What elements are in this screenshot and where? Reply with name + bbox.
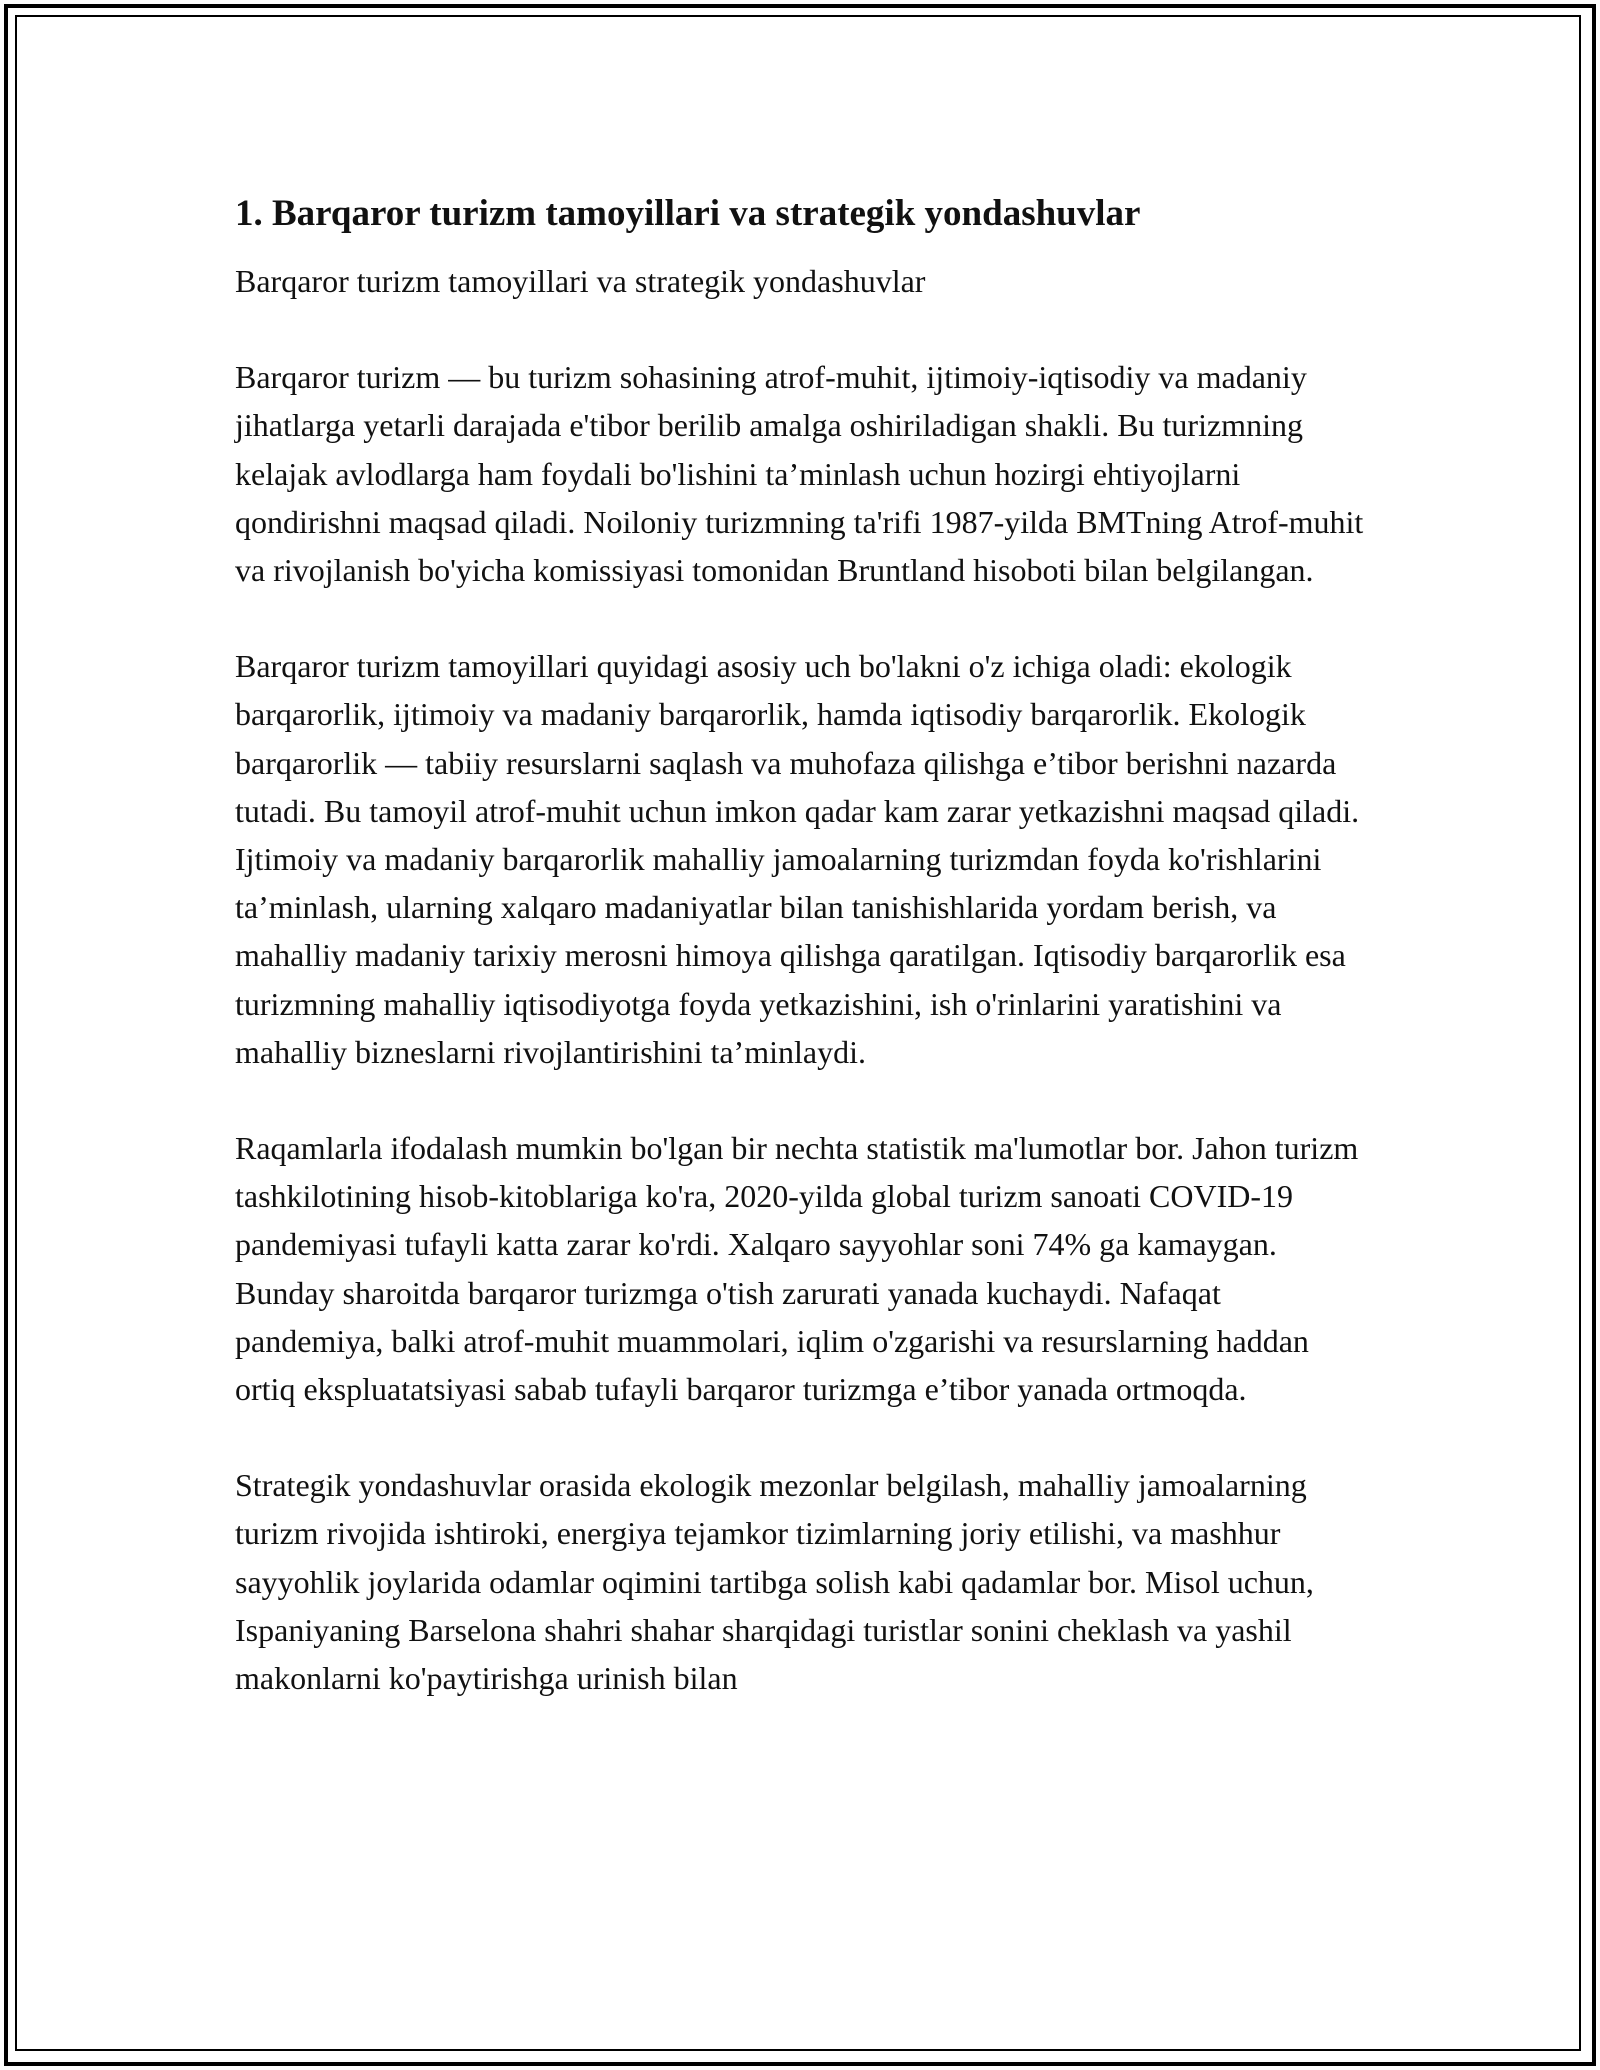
page-title: 1. Barqaror turizm tamoyillari va strategik yondashuvlar (235, 193, 1141, 234)
document-body (235, 185, 1375, 1750)
paragraph-principles: Barqaror turizm tamoyillari quyidagi asosiy uch bo'lakni o'z ichiga oladi: ekologik barqarorlik, ijtimoiy va madaniy barqarorlik, hamda iqtisodiy barqarorlik. Ekologik barqarorlik — tabiiy resurslarni saqlash va muhofaza qilishga e’tibor berishni nazarda tutadi. Bu tamoyil atrof-muhit uchun imkon qadar kam zarar yetkazishni maqsad qiladi. Ijtimoiy va madaniy barqarorlik mahalliy jamoalarning turizmdan foyda ko'rishlarini ta’minlash, ularning xalqaro madaniyatlar bilan tanishishlarida yordam berish, va mahalliy madaniy tarixiy merosni himoya qilishga qaratilgan. Iqtisodiy barqarorlik esa turizmning mahalliy iqtisodiyotga foyda yetkazishini, ish o'rinlarini yaratishini va mahalliy bizneslarni rivojlantirishini ta’minlaydi. (235, 648, 1360, 1070)
paragraph-subtitle: Barqaror turizm tamoyillari va strategik yondashuvlar (235, 263, 926, 299)
paragraph-definition: Barqaror turizm — bu turizm sohasining atrof-muhit, ijtimoiy-iqtisodiy va madaniy jihatlarga yetarli darajada e'tibor berilib amalga oshiriladigan shakli. Bu turizmning kelajak avlodlarga ham foydali bo'lishini ta’minlash uchun hozirgi ehtiyojlarni qondirishni maqsad qiladi. Noiloniy turizmning ta'rifi 1987-yilda BMTning Atrof-muhit va rivojlanish bo'yicha komissiyasi tomonidan Bruntland hisoboti bilan belgilangan. (235, 359, 1364, 589)
paragraph-strategies: Strategik yondashuvlar orasida ekologik mezonlar belgilash, mahalliy jamoalarning turizm rivojida ishtiroki, energiya tejamkor tizimlarning joriy etilishi, va mashhur sayyohlik joylarida odamlar oqimini tartibga solish kabi qadamlar bor. Misol uchun, Ispaniyaning Barselona shahri shahar sharqidagi turistlar sonini cheklash va yashil makonlarni ko'paytirishga urinish bilan (235, 1467, 1314, 1697)
paragraph-statistics: Raqamlarla ifodalash mumkin bo'lgan bir nechta statistik ma'lumotlar bor. Jahon turizm tashkilotining hisob-kitoblariga ko'ra, 2020-yilda global turizm sanoati COVID-19 pandemiyasi tufayli katta zarar ko'rdi. Xalqaro sayyohlar soni 74% ga kamaygan. Bunday sharoitda barqaror turizmga o'tish zarurati yanada kuchaydi. Nafaqat pandemiya, balki atrof-muhit muammolari, iqlim o'zgarishi va resurslarning haddan ortiq ekspluatatsiyasi sabab tufayli barqaror turizmga e’tibor yanada ortmoqda. (235, 1130, 1359, 1408)
